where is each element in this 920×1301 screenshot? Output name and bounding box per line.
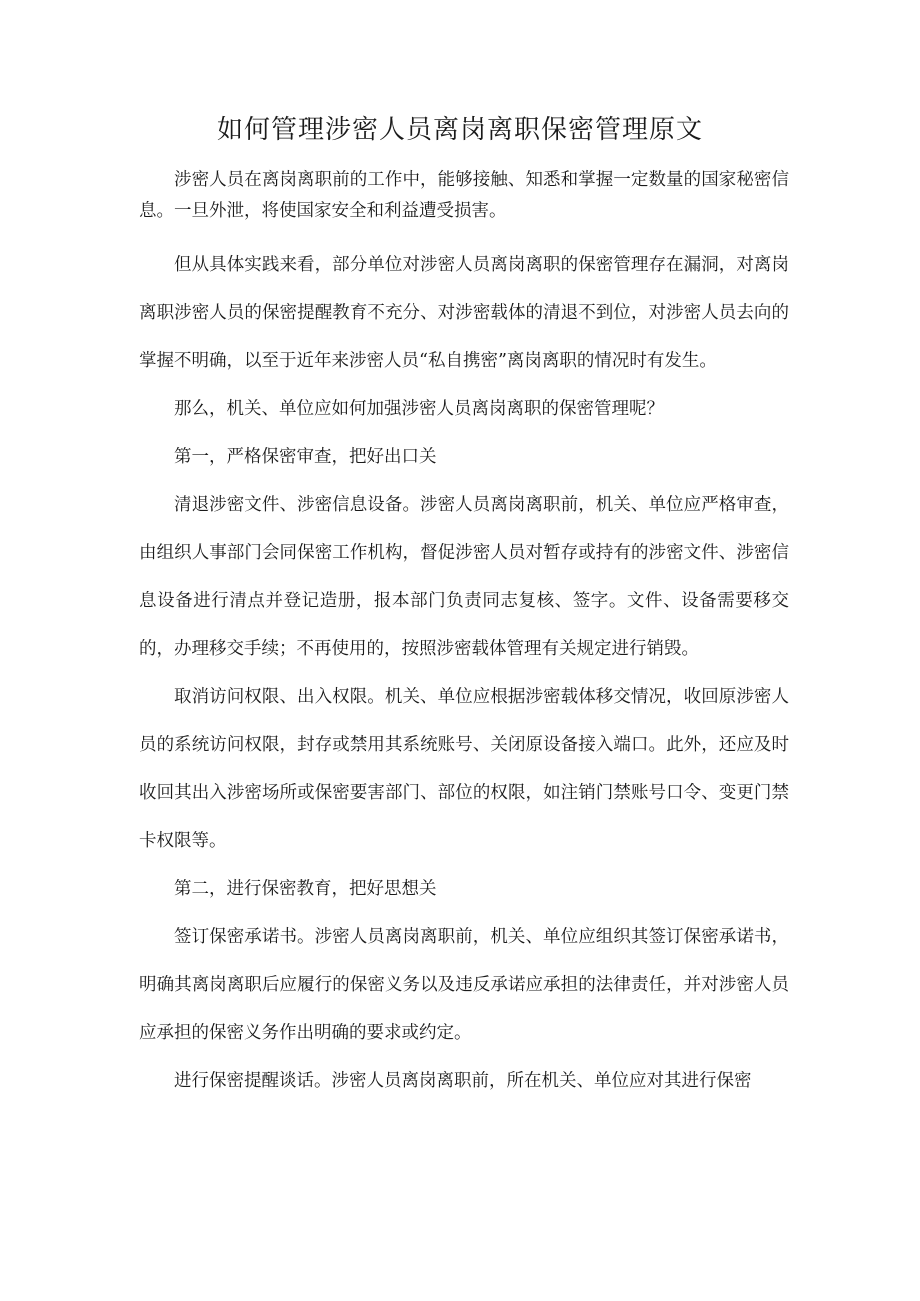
paragraph-reminder-talk: 进行保密提醒谈话。涉密人员离岗离职前，所在机关、单位应对其进行保密 <box>174 1071 752 1091</box>
section-heading-first: 第一，严格保密审查，把好出口关 <box>174 447 437 467</box>
document-body <box>139 165 789 1105</box>
paragraph-commitment: 签订保密承诺书。涉密人员离岗离职前，机关、单位应组织其签订保密承诺书，明确其离岗离职后应履行的保密义务以及违反承诺应承担的法律责任，并对涉密人员应承担的保密义务作出明确的要求或约定。 <box>139 927 789 1043</box>
paragraph-return-files: 清退涉密文件、涉密信息设备。涉密人员离岗离职前，机关、单位应严格审查，由组织人事部门会同保密工作机构，督促涉密人员对暂存或持有的涉密文件、涉密信息设备进行清点并登记造册，报本部门负责同志复核、签字。文件、设备需要移交的，办理移交手续；不再使用的，按照涉密载体管理有关规定进行销毁。 <box>139 495 789 659</box>
section-heading-second: 第二，进行保密教育，把好思想关 <box>174 879 437 899</box>
paragraph-revoke-access: 取消访问权限、出入权限。机关、单位应根据涉密载体移交情况，收回原涉密人员的系统访问权限，封存或禁用其系统账号、关闭原设备接入端口。此外，还应及时收回其出入涉密场所或保密要害部门、部位的权限，如注销门禁账号口令、变更门禁卡权限等。 <box>139 687 789 851</box>
paragraph-loopholes: 但从具体实践来看，部分单位对涉密人员离岗离职的保密管理存在漏洞，对离岗离职涉密人员的保密提醒教育不充分、对涉密载体的清退不到位，对涉密人员去向的掌握不明确，以至于近年来涉密人员“私自携密”离岗离职的情况时有发生。 <box>139 255 789 371</box>
paragraph-question: 那么，机关、单位应如何加强涉密人员离岗离职的保密管理呢？ <box>174 399 664 419</box>
paragraph-intro: 涉密人员在离岗离职前的工作中，能够接触、知悉和掌握一定数量的国家秘密信息。一旦外泄，将使国家安全和利益遭受损害。 <box>139 170 789 221</box>
document-title: 如何管理涉密人员离岗离职保密管理原文 <box>216 115 703 145</box>
